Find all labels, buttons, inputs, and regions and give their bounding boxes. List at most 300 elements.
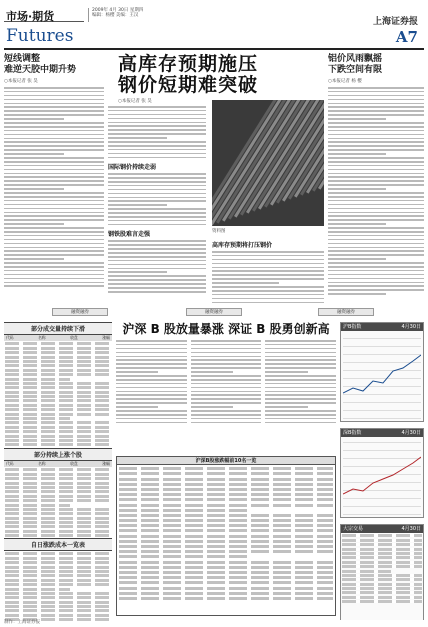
text-line <box>212 267 324 269</box>
text-line <box>5 369 111 372</box>
b-body-col-1 <box>116 340 187 426</box>
center-byline: ○本报记者 张 昊 <box>118 99 152 104</box>
text-line <box>116 359 187 361</box>
text-line <box>342 600 422 603</box>
text-line <box>328 184 424 186</box>
text-line <box>4 165 104 167</box>
text-line <box>328 243 424 245</box>
text-line <box>108 240 206 242</box>
text-line <box>265 352 336 354</box>
text-line <box>328 262 424 264</box>
text-line <box>328 208 424 210</box>
text-line <box>5 443 111 446</box>
b-share-table <box>116 456 336 616</box>
text-line <box>4 219 104 221</box>
text-line <box>328 200 424 202</box>
text-line <box>212 302 324 304</box>
ad-strip-2[interactable]: 融资融券 <box>186 308 242 316</box>
text-line <box>328 196 424 198</box>
widget-3-date: 4月30日 <box>401 526 421 532</box>
text-line <box>4 134 104 136</box>
text-line <box>342 539 422 542</box>
text-line <box>328 192 424 194</box>
page-footer: 制作：上海证券报 <box>4 620 40 625</box>
table-2-rows <box>4 468 112 546</box>
text-line <box>5 561 111 564</box>
text-line <box>4 126 104 128</box>
text-line <box>119 566 333 569</box>
text-line <box>265 410 336 412</box>
text-line <box>265 375 336 377</box>
text-line <box>328 293 386 295</box>
text-line <box>108 173 206 175</box>
b-table-title: 沪深B股涨跌幅前10名一览 <box>117 457 335 465</box>
text-line <box>5 499 111 502</box>
text-line <box>5 508 111 511</box>
widget-2-date: 4月30日 <box>401 430 421 436</box>
text-line <box>108 129 206 131</box>
text-line <box>119 550 333 553</box>
b-share-body <box>116 340 336 426</box>
text-line <box>108 291 206 293</box>
text-line <box>265 398 336 400</box>
table-1-rows <box>4 342 112 455</box>
text-line <box>108 189 206 191</box>
text-line <box>4 95 104 97</box>
text-line <box>328 270 424 272</box>
center-subhead-2: 钢铁股难言走强 <box>108 231 151 239</box>
text-line <box>108 125 206 127</box>
text-line <box>328 204 424 206</box>
text-line <box>119 514 333 517</box>
photo-caption: 资料图 <box>212 229 226 234</box>
text-line <box>119 576 333 579</box>
text-line <box>212 290 324 292</box>
text-line <box>108 197 206 199</box>
issue-date: 2009年 4月 30日 星期四 <box>92 8 144 13</box>
text-line <box>328 134 424 136</box>
text-line <box>5 534 111 537</box>
text-line <box>4 223 64 225</box>
page-number: A7 <box>395 28 418 46</box>
text-line <box>119 597 333 600</box>
text-line <box>4 161 104 163</box>
text-line <box>5 482 111 485</box>
text-line <box>328 99 424 101</box>
text-line <box>4 227 104 229</box>
table-1-title: 部分成交量持续下滑 <box>4 322 112 335</box>
text-line <box>4 215 104 217</box>
text-line <box>119 587 333 590</box>
text-line <box>119 519 333 522</box>
widget-shanghai-b <box>340 322 424 422</box>
widget-1-chart <box>341 331 423 421</box>
text-line <box>191 394 262 396</box>
text-line <box>5 426 111 429</box>
text-line <box>119 535 333 538</box>
text-line <box>5 364 111 367</box>
text-line <box>212 251 324 253</box>
text-line <box>265 340 336 342</box>
text-line <box>5 356 111 359</box>
text-line <box>4 204 104 206</box>
right-headline-2: 下跌空间有限 <box>328 65 383 75</box>
text-line <box>328 239 424 241</box>
text-line <box>5 566 111 569</box>
text-line <box>108 149 206 151</box>
text-line <box>108 208 206 210</box>
text-line <box>265 418 336 420</box>
text-line <box>5 477 111 480</box>
center-col-2 <box>212 236 324 305</box>
text-line <box>191 367 262 369</box>
text-line <box>116 379 187 381</box>
text-line <box>328 91 424 93</box>
text-line <box>119 483 333 486</box>
text-line <box>108 287 206 289</box>
text-line <box>212 298 324 300</box>
text-line <box>119 545 333 548</box>
text-line <box>191 406 233 408</box>
text-line <box>108 275 206 277</box>
text-line <box>342 556 422 559</box>
text-line <box>4 103 104 105</box>
text-line <box>108 220 206 222</box>
ad-strip-1[interactable]: 融资融券 <box>52 308 108 316</box>
text-line <box>5 386 111 389</box>
text-line <box>5 601 111 604</box>
text-line <box>4 192 104 194</box>
text-line <box>328 176 424 178</box>
text-line <box>4 114 104 116</box>
text-line <box>119 561 333 564</box>
text-line <box>265 391 336 393</box>
widget-3-rows <box>341 534 423 620</box>
text-line <box>108 193 206 195</box>
text-line <box>119 509 250 512</box>
text-line <box>4 130 104 132</box>
text-line <box>108 256 206 258</box>
newspaper-brand: 上海证券报 <box>372 17 418 27</box>
widget-2-title: 深B指数 <box>343 430 362 436</box>
text-line <box>191 422 262 424</box>
left-byline: ○本报记者 张 昊 <box>4 79 38 84</box>
text-line <box>328 165 424 167</box>
text-line <box>4 212 104 214</box>
text-line <box>212 255 324 257</box>
text-line <box>328 103 424 105</box>
center-body-2 <box>108 173 206 225</box>
text-line <box>328 227 424 229</box>
text-line <box>119 529 333 532</box>
left-article <box>4 54 104 304</box>
text-line <box>5 486 111 489</box>
text-line <box>4 262 104 264</box>
text-line <box>108 141 206 143</box>
center-col-1 <box>108 106 206 295</box>
page-header <box>4 6 424 50</box>
text-line <box>116 383 187 385</box>
text-line <box>328 235 424 237</box>
text-line <box>265 367 336 369</box>
text-line <box>342 534 422 537</box>
text-line <box>328 87 424 89</box>
text-line <box>191 348 262 350</box>
text-line <box>342 574 422 577</box>
text-line <box>342 587 422 590</box>
text-line <box>328 266 424 268</box>
text-line <box>108 283 206 285</box>
text-line <box>191 387 262 389</box>
text-line <box>119 472 333 475</box>
text-line <box>119 540 333 543</box>
text-line <box>191 383 262 385</box>
text-line <box>5 592 111 595</box>
widget-2-head <box>341 429 423 437</box>
text-line <box>119 555 250 558</box>
text-line <box>5 378 70 381</box>
widget-1-title: 沪B指数 <box>343 324 362 330</box>
text-line <box>116 410 187 412</box>
text-line <box>342 578 422 581</box>
text-line <box>4 274 104 276</box>
text-line <box>265 406 307 408</box>
text-line <box>5 583 111 586</box>
text-line <box>119 478 333 481</box>
text-line <box>212 278 324 280</box>
text-line <box>4 188 64 190</box>
text-line <box>191 402 262 404</box>
text-line <box>116 340 187 342</box>
text-line <box>108 137 167 139</box>
text-line <box>5 413 111 416</box>
text-line <box>5 517 111 520</box>
text-line <box>265 344 336 346</box>
text-line <box>5 360 111 363</box>
text-line <box>5 408 111 411</box>
text-line <box>116 391 187 393</box>
text-line <box>191 398 262 400</box>
table-2-header <box>4 461 112 467</box>
text-line <box>5 504 70 507</box>
text-line <box>191 363 262 365</box>
text-line <box>116 422 187 424</box>
text-line <box>328 247 424 249</box>
text-line <box>4 231 104 233</box>
text-line <box>5 557 111 560</box>
text-line <box>328 188 386 190</box>
text-line <box>119 592 333 595</box>
section-label-box <box>4 6 84 22</box>
text-line <box>212 263 324 265</box>
text-line <box>328 250 424 252</box>
ad-strip-3[interactable]: 融资融券 <box>318 308 374 316</box>
center-subhead-3: 高库存预期将打压钢价 <box>212 242 273 249</box>
text-line <box>328 157 424 159</box>
text-line <box>4 235 104 237</box>
text-line <box>116 371 158 373</box>
widget-block-trades <box>340 524 424 620</box>
text-line <box>328 161 424 163</box>
text-line <box>328 180 424 182</box>
text-line <box>328 138 424 140</box>
col-code: 代码 <box>6 335 14 340</box>
text-line <box>108 252 206 254</box>
issue-meta <box>88 8 148 22</box>
text-line <box>328 95 424 97</box>
text-line <box>119 524 333 527</box>
text-line <box>191 340 262 342</box>
text-line <box>265 363 336 365</box>
col-close: 收盘 <box>70 335 78 340</box>
text-line <box>108 118 206 120</box>
text-line <box>191 344 262 346</box>
text-line <box>5 570 111 573</box>
widget-1-head <box>341 323 423 331</box>
text-line <box>119 581 333 584</box>
table-2-title: 部分持续上涨个股 <box>4 448 112 461</box>
text-line <box>5 382 111 385</box>
text-line <box>108 264 206 266</box>
center-headline-1: 高库存预期施压 <box>118 53 259 75</box>
text-line <box>5 588 70 591</box>
widget-2-line <box>343 439 421 515</box>
widget-1-line <box>343 333 421 419</box>
text-line <box>119 488 333 491</box>
text-line <box>328 110 424 112</box>
text-line <box>4 266 104 268</box>
text-line <box>5 605 111 608</box>
text-line <box>116 348 187 350</box>
text-line <box>328 223 386 225</box>
left-headline-2: 难逆天胶中期升势 <box>4 65 77 75</box>
right-byline: ○本报记者 杨 樱 <box>328 79 362 84</box>
text-line <box>108 268 206 270</box>
text-line <box>212 294 324 296</box>
text-line <box>5 530 111 533</box>
text-line <box>108 153 206 155</box>
text-line <box>328 231 424 233</box>
center-headline-2: 钢价短期难突破 <box>118 74 259 96</box>
text-line <box>4 87 104 89</box>
widget-1-date: 4月30日 <box>401 324 421 330</box>
text-line <box>119 498 333 501</box>
text-line <box>342 561 422 564</box>
text-line <box>4 145 104 147</box>
text-line <box>116 402 187 404</box>
text-line <box>116 367 187 369</box>
text-line <box>5 490 111 493</box>
text-line <box>108 212 206 214</box>
text-line <box>191 410 262 412</box>
right-body-text <box>328 87 424 295</box>
text-line <box>265 379 336 381</box>
text-line <box>4 173 104 175</box>
text-line <box>328 153 386 155</box>
text-line <box>4 247 104 249</box>
text-line <box>5 609 111 612</box>
text-line <box>119 493 333 496</box>
widget-3-title: 大宗交易 <box>343 526 364 532</box>
text-line <box>116 375 187 377</box>
text-line <box>4 141 104 143</box>
text-line <box>4 200 104 202</box>
text-line <box>191 375 262 377</box>
text-line <box>5 391 111 394</box>
text-line <box>4 138 104 140</box>
widget-shenzhen-b <box>340 428 424 518</box>
text-line <box>328 114 424 116</box>
text-line <box>4 157 104 159</box>
text-line <box>5 404 111 407</box>
text-line <box>4 254 104 256</box>
text-line <box>265 414 336 416</box>
col-change: 涨幅 <box>102 461 110 466</box>
text-line <box>116 406 158 408</box>
text-line <box>108 122 206 124</box>
text-line <box>5 435 111 438</box>
text-line <box>328 149 424 151</box>
text-line <box>328 282 424 284</box>
text-line <box>5 579 111 582</box>
text-line <box>191 414 262 416</box>
text-line <box>191 371 233 373</box>
text-line <box>108 114 206 116</box>
text-line <box>191 418 262 420</box>
text-line <box>108 181 206 183</box>
text-line <box>116 356 187 358</box>
text-line <box>108 279 206 281</box>
center-body-1 <box>108 106 206 158</box>
text-line <box>265 387 336 389</box>
text-line <box>5 495 111 498</box>
text-line <box>4 91 104 93</box>
text-line <box>328 212 424 214</box>
text-line <box>108 224 206 226</box>
text-line <box>328 169 424 171</box>
text-line <box>328 215 424 217</box>
text-line <box>328 285 424 287</box>
text-line <box>4 184 104 186</box>
text-line <box>342 583 422 586</box>
text-line <box>5 399 111 402</box>
text-line <box>328 278 424 280</box>
text-line <box>4 270 104 272</box>
steel-rods-photo <box>212 100 324 226</box>
table-cost-overview <box>4 538 112 623</box>
text-line <box>108 133 206 135</box>
text-line <box>4 239 104 241</box>
text-line <box>4 169 104 171</box>
center-body-3 <box>108 240 206 292</box>
text-line <box>108 177 206 179</box>
text-line <box>5 351 111 354</box>
center-article <box>108 54 324 304</box>
text-line <box>108 106 206 108</box>
text-line <box>116 363 187 365</box>
right-article <box>328 54 424 304</box>
text-line <box>328 106 424 108</box>
b-table-rows <box>117 467 335 600</box>
text-line <box>108 271 167 273</box>
text-line <box>5 395 111 398</box>
text-line <box>265 383 336 385</box>
table-1-header <box>4 335 112 341</box>
text-line <box>328 254 424 256</box>
text-line <box>191 379 262 381</box>
text-line <box>108 244 206 246</box>
text-line <box>5 430 111 433</box>
